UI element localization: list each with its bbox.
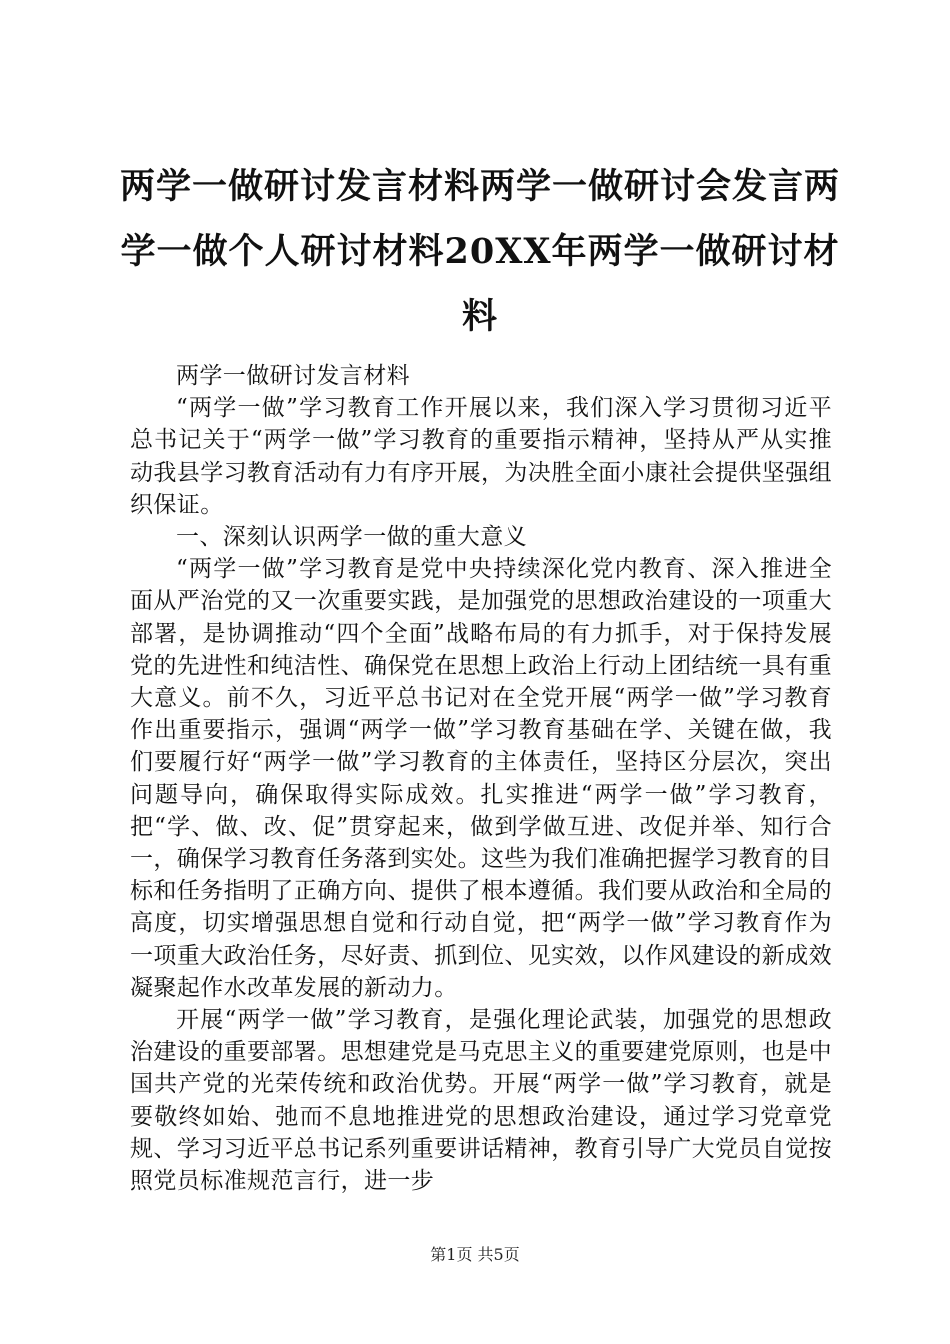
paragraph-significance: “两学一做”学习教育是党中央持续深化党内教育、深入推进全面从严治党的又一次重要实践，是加强党的思想政治建设的一项重大部署，是协调推动“四个全面”战略布局的有力抓手，对于保持发展党的先进性和纯洁性、确保党在思想上政治上行动上团结统一具有重大意义。前不久，习近平总书记对在全党开展“两学一做”学习教育作出重要指示，强调“两学一做”学习教育基础在学、关键在做，我们要履行好“两学一做”学习教育的主体责任，坚持区分层次，突出问题导向，确保取得实际成效。扎实推进“两学一做”学习教育，把“学、做、改、促”贯穿起来，做到学做互进、改促并举、知行合一，确保学习教育任务落到实处。这些为我们准确把握学习教育的目标和任务指明了正确方向、提供了根本遵循。我们要从政治和全局的高度，切实增强思想自觉和行动自觉，把“两学一做”学习教育作为一项重大政治任务，尽好责、抓到位、见实效，以作风建设的新成效凝聚起作水改革发展的新动力。 (130, 556, 832, 1001)
page-footer: 第1页 共5页 (430, 1245, 520, 1264)
section-heading-1: 一、深刻认识两学一做的重大意义 (176, 524, 527, 551)
paragraph-intro: “两学一做”学习教育工作开展以来，我们深入学习贯彻习近平总书记关于“两学一做”学习教育的重要指示精神，坚持从严从实推动我县学习教育活动有力有序开展，为决胜全面小康社会提供坚强组织保证。 (130, 395, 832, 518)
document-body (130, 360, 832, 1197)
paragraph-subtitle: 两学一做研讨发言材料 (176, 363, 410, 389)
paragraph-theory: 开展“两学一做”学习教育，是强化理论武装，加强党的思想政治建设的重要部署。思想建党是马克思主义的重要建党原则，也是中国共产党的光荣传统和政治优势。开展“两学一做”学习教育，就是要敬终如始、弛而不息地推进党的思想政治建设，通过学习党章党规、学习习近平总书记系列重要讲话精神，教育引导广大党员自觉按照党员标准规范言行，进一步 (130, 1007, 832, 1195)
document-title: 两学一做研讨发言材料两学一做研讨会发言两学一做个人研讨材料20XX年两学一做研讨材料 (119, 166, 840, 337)
